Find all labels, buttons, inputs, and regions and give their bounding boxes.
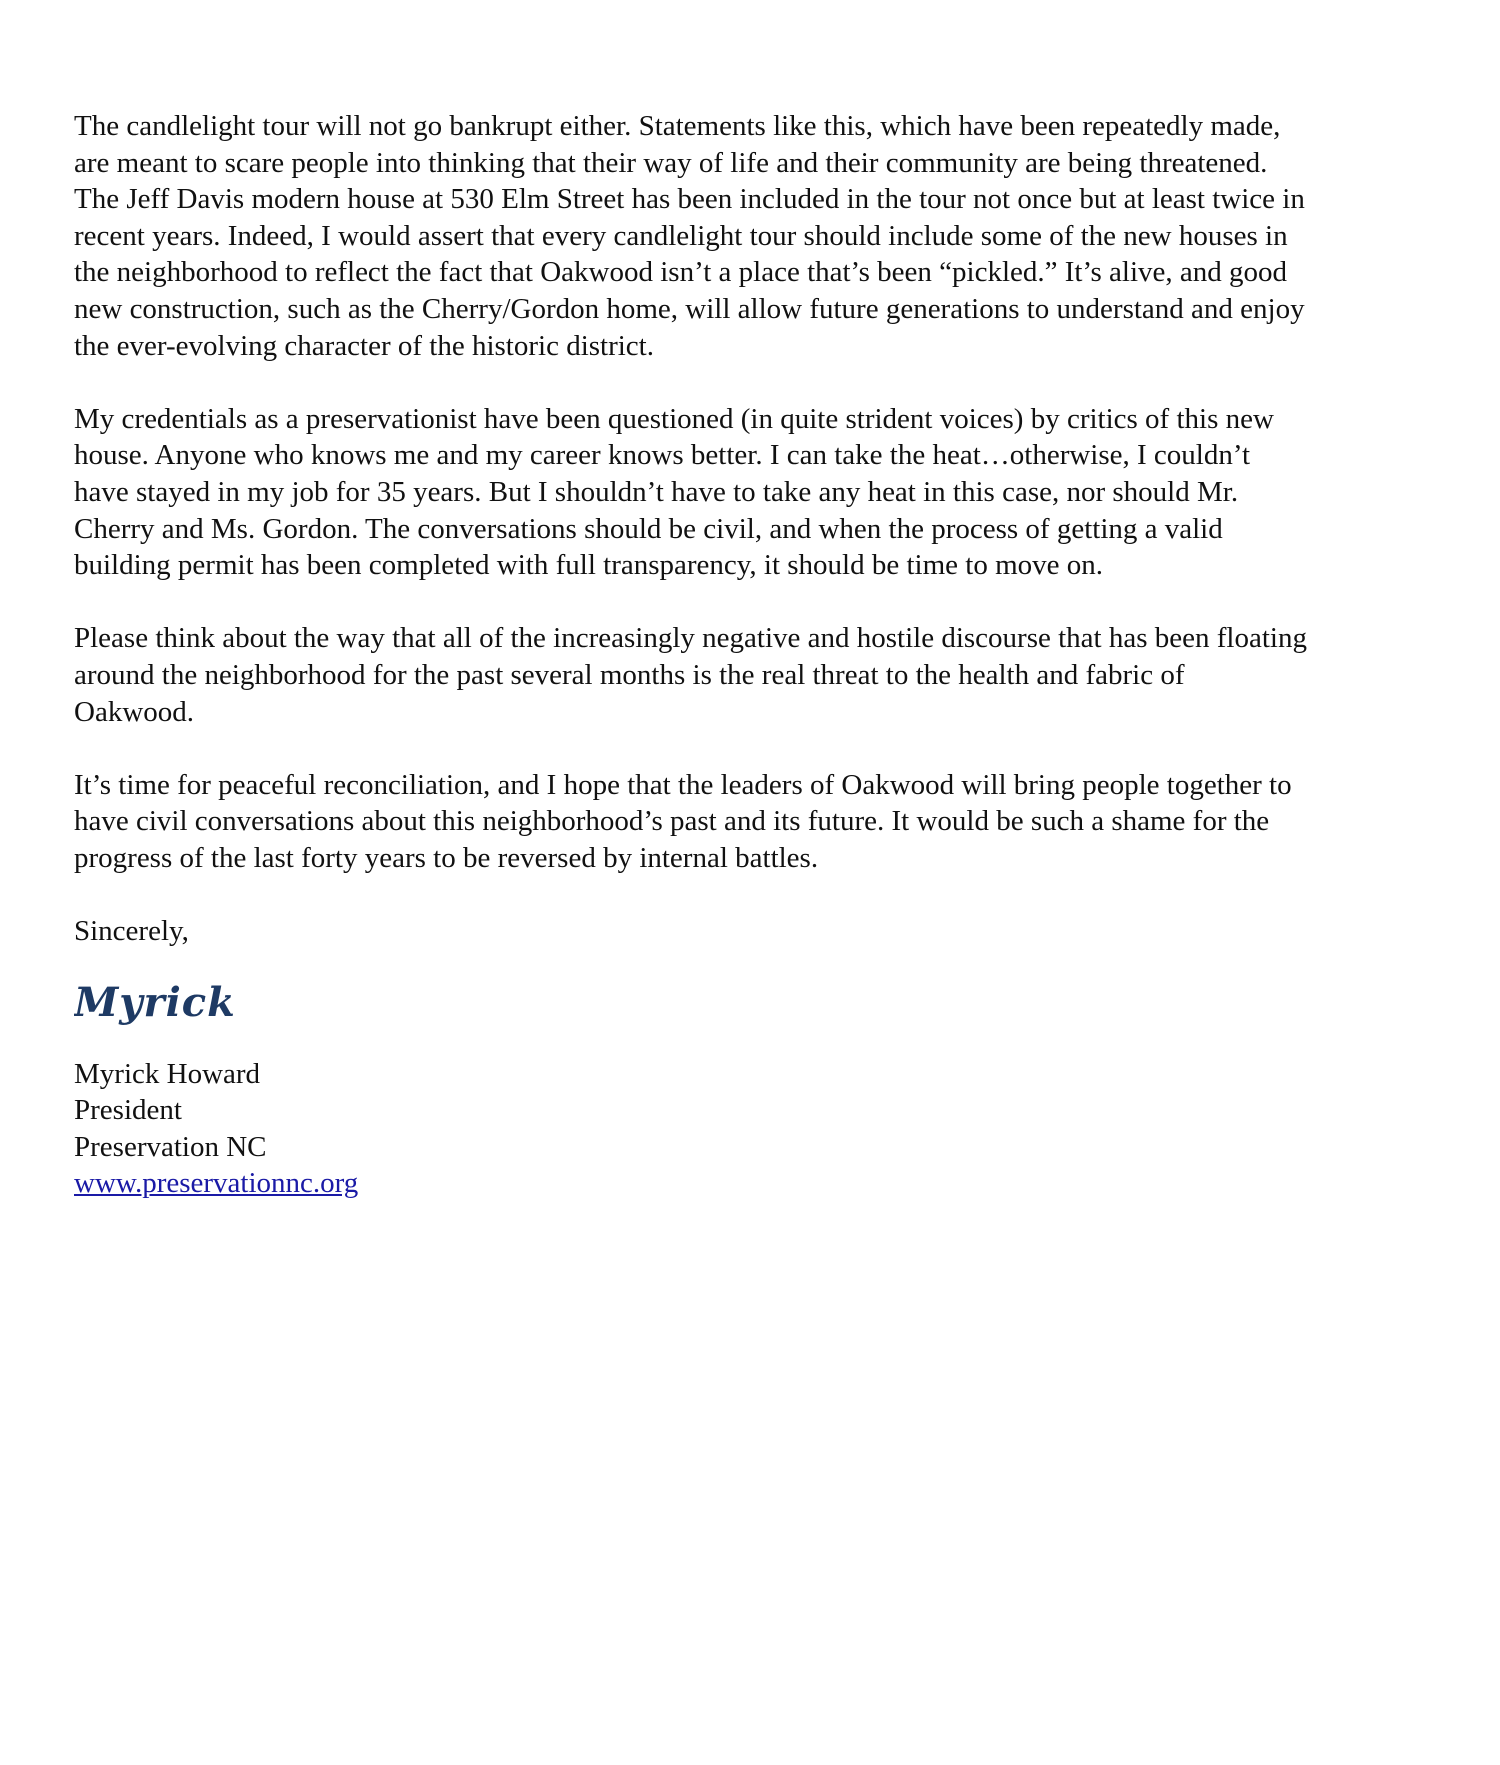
text-line: the neighborhood to reflect the fact that Oakwood isn’t a place that’s been “pickled.” It’s alive, and good [74, 256, 1288, 289]
text-line: building permit has been completed with full transparency, it should be time to move on. [74, 549, 1104, 582]
closing-salutation: Sincerely, [74, 915, 189, 948]
signer-organization: Preservation NC [74, 1130, 267, 1163]
text-line: progress of the last forty years to be reversed by internal battles. [74, 841, 819, 874]
text-line: It’s time for peaceful reconciliation, and I hope that the leaders of Oakwood will bring people together to [74, 768, 1292, 801]
text-line: The candlelight tour will not go bankrupt either. Statements like this, which have been repeatedly made, [74, 110, 1281, 142]
signature-graphic [74, 972, 294, 1036]
signature-text: Myrick [74, 978, 236, 1026]
handwritten-signature [74, 972, 1444, 1036]
signer-name: Myrick Howard [74, 1057, 261, 1090]
paragraph-credentials [74, 401, 1444, 584]
text-line: house. Anyone who knows me and my career knows better. I can take the heat…otherwise, I couldn’t [74, 439, 1251, 472]
signature-block [74, 1056, 1444, 1202]
text-line: are meant to scare people into thinking that their way of life and their community are being threatened. [74, 146, 1268, 179]
text-line: recent years. Indeed, I would assert that every candlelight tour should include some of the new houses in [74, 219, 1288, 252]
paragraph-reconciliation [74, 767, 1444, 877]
text-line: have stayed in my job for 35 years. But I shouldn’t have to take any heat in this case, nor should Mr. [74, 475, 1239, 508]
text-line: Oakwood. [74, 695, 195, 728]
website-link[interactable]: www.preservationnc.org [74, 1167, 359, 1200]
text-line: new construction, such as the Cherry/Gordon home, will allow future generations to understand and enjoy [74, 292, 1305, 325]
text-line: The Jeff Davis modern house at 530 Elm Street has been included in the tour not once but at least twice in [74, 183, 1305, 216]
text-line: have civil conversations about this neighborhood’s past and its future. It would be such a shame for the [74, 805, 1270, 838]
signer-title: President [74, 1094, 182, 1127]
text-line: Cherry and Ms. Gordon. The conversations should be civil, and when the process of getting a valid [74, 512, 1223, 545]
text-line: Please think about the way that all of the increasingly negative and hostile discourse that has been floating [74, 622, 1307, 655]
text-line: My credentials as a preservationist have been questioned (in quite strident voices) by critics of this new [74, 402, 1274, 435]
text-line: around the neighborhood for the past several months is the real threat to the health and fabric of [74, 658, 1185, 691]
letter-page [74, 108, 1444, 1202]
text-line: the ever-evolving character of the historic district. [74, 329, 654, 362]
paragraph-candlelight-tour [74, 108, 1444, 364]
paragraph-discourse [74, 620, 1444, 730]
